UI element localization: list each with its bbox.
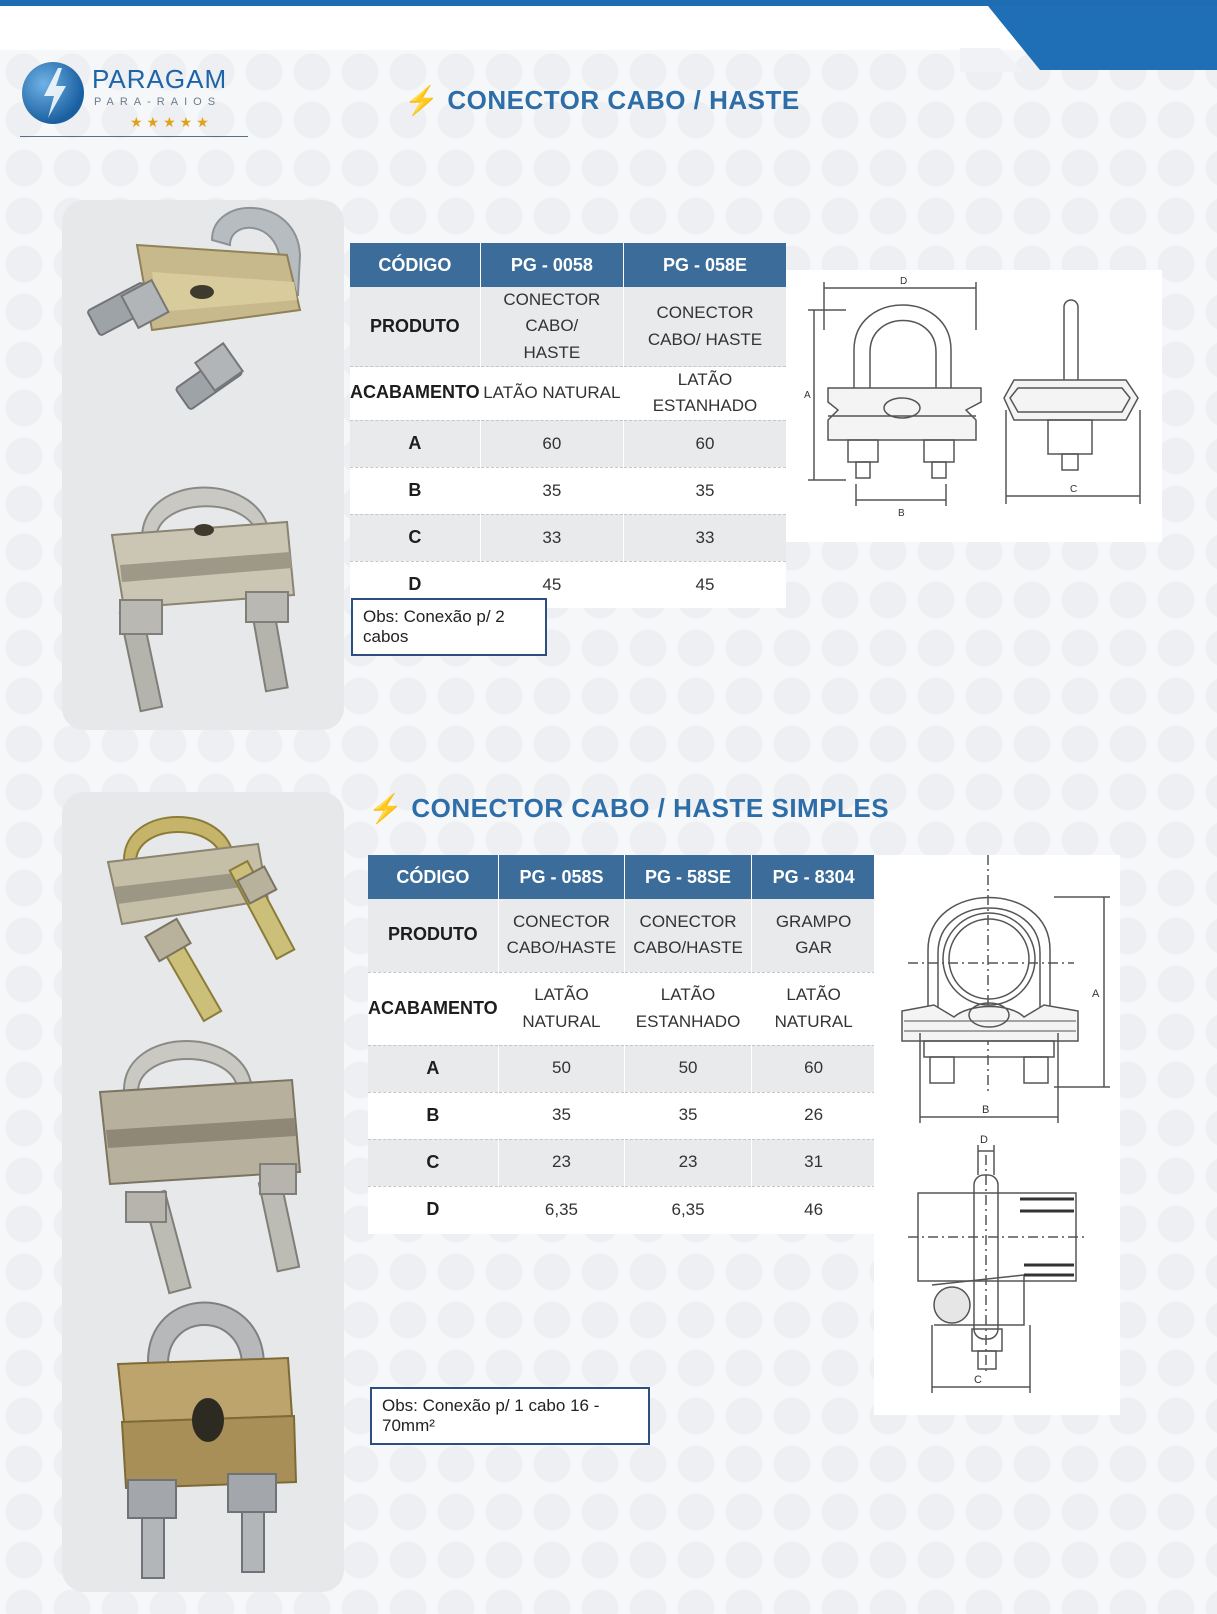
row-label: B [368, 1092, 498, 1139]
table-row [368, 972, 875, 1045]
lightning-icon: ⚡ [368, 793, 404, 824]
header-codigo: CÓDIGO [368, 855, 498, 899]
row-label: A [350, 420, 480, 467]
table-row [368, 1045, 875, 1092]
section2-product-photos [62, 792, 344, 1592]
dimension-label-b: B [898, 508, 905, 519]
table-row [350, 367, 786, 421]
header-code: PG - 58SE [625, 855, 752, 899]
table-cell: 35 [498, 1092, 625, 1139]
table-row [350, 287, 786, 367]
table-cell: 6,35 [625, 1186, 752, 1234]
row-label: ACABAMENTO [350, 367, 480, 421]
section1-spec-table [350, 243, 786, 608]
header-code: PG - 058S [498, 855, 625, 899]
row-label: ACABAMENTO [368, 972, 498, 1045]
table-cell: LATÃO ESTANHADO [624, 367, 787, 421]
table-cell: 60 [480, 420, 623, 467]
dimension-label-b: B [982, 1104, 990, 1116]
brand-subtitle: PARA-RAIOS [94, 96, 222, 108]
table-row [368, 899, 875, 972]
dimension-label-c: C [1070, 484, 1078, 495]
lightning-icon: ⚡ [404, 85, 440, 116]
row-label: PRODUTO [350, 287, 480, 367]
table-header-row [350, 243, 786, 287]
brand-name: PARAGAM [92, 64, 228, 94]
table-cell: 60 [624, 420, 787, 467]
table-cell: 33 [480, 514, 623, 561]
table-row [368, 1186, 875, 1234]
table-cell: 45 [624, 561, 787, 608]
dimension-label-d: D [980, 1134, 988, 1146]
table-cell: LATÃO ESTANHADO [625, 972, 752, 1045]
table-cell: CONECTOR CABO/HASTE [625, 899, 752, 972]
corner-decoration [960, 0, 1217, 72]
table-cell: LATÃO NATURAL [751, 972, 875, 1045]
section1-technical-drawing [786, 270, 1162, 542]
table-row [350, 467, 786, 514]
table-cell: 35 [624, 467, 787, 514]
section2-obs-note: Obs: Conexão p/ 1 cabo 16 - 70mm² [370, 1387, 650, 1445]
brand-logo [20, 58, 250, 138]
brand-stars: ★★★★★ [130, 114, 213, 130]
row-label: C [350, 514, 480, 561]
dimension-label-a: A [1092, 988, 1100, 1000]
table-cell: LATÃO NATURAL [498, 972, 625, 1045]
table-cell: 33 [624, 514, 787, 561]
table-cell: 50 [625, 1045, 752, 1092]
section2-technical-drawing [874, 855, 1120, 1415]
table-cell: 23 [625, 1139, 752, 1186]
table-cell: 35 [480, 467, 623, 514]
header-code: PG - 058E [624, 243, 787, 287]
dimension-label-d: D [900, 276, 908, 287]
table-header-row [368, 855, 875, 899]
section2-spec-table [368, 855, 875, 1234]
table-cell: 50 [498, 1045, 625, 1092]
table-cell: 45 [480, 561, 623, 608]
table-cell: 46 [751, 1186, 875, 1234]
table-cell: 26 [751, 1092, 875, 1139]
table-cell: GRAMPO GAR [751, 899, 875, 972]
header-codigo: CÓDIGO [350, 243, 480, 287]
table-cell: LATÃO NATURAL [480, 367, 623, 421]
header-code: PG - 8304 [751, 855, 875, 899]
dimension-label-a: A [804, 390, 811, 401]
row-label: PRODUTO [368, 899, 498, 972]
table-cell: 6,35 [498, 1186, 625, 1234]
logo-divider [20, 136, 248, 137]
table-row [368, 1092, 875, 1139]
table-row [368, 1139, 875, 1186]
table-row [350, 420, 786, 467]
section2-photo-panel [62, 792, 344, 1592]
section1-photo-panel [62, 200, 344, 730]
section2-title-text: CONECTOR CABO / HASTE SIMPLES [411, 793, 890, 823]
row-label: B [350, 467, 480, 514]
row-label: C [368, 1139, 498, 1186]
dimension-label-c: C [974, 1374, 982, 1386]
table-cell: 31 [751, 1139, 875, 1186]
table-cell: CONECTOR CABO/ HASTE [480, 287, 623, 367]
row-label: D [368, 1186, 498, 1234]
table-cell: 35 [625, 1092, 752, 1139]
header-code: PG - 0058 [480, 243, 623, 287]
table-row [350, 514, 786, 561]
section1-title [404, 84, 800, 117]
table-cell: CONECTOR CABO/ HASTE [624, 287, 787, 367]
section1-obs-note: Obs: Conexão p/ 2 cabos [351, 598, 547, 656]
table-cell: 23 [498, 1139, 625, 1186]
section1-title-text: CONECTOR CABO / HASTE [447, 85, 800, 115]
logo-globe-icon [22, 62, 84, 124]
table-cell: 60 [751, 1045, 875, 1092]
section1-product-photos [62, 200, 344, 730]
row-label: A [368, 1045, 498, 1092]
table-cell: CONECTOR CABO/HASTE [498, 899, 625, 972]
row-label: D [350, 561, 480, 608]
section2-title [368, 792, 889, 825]
